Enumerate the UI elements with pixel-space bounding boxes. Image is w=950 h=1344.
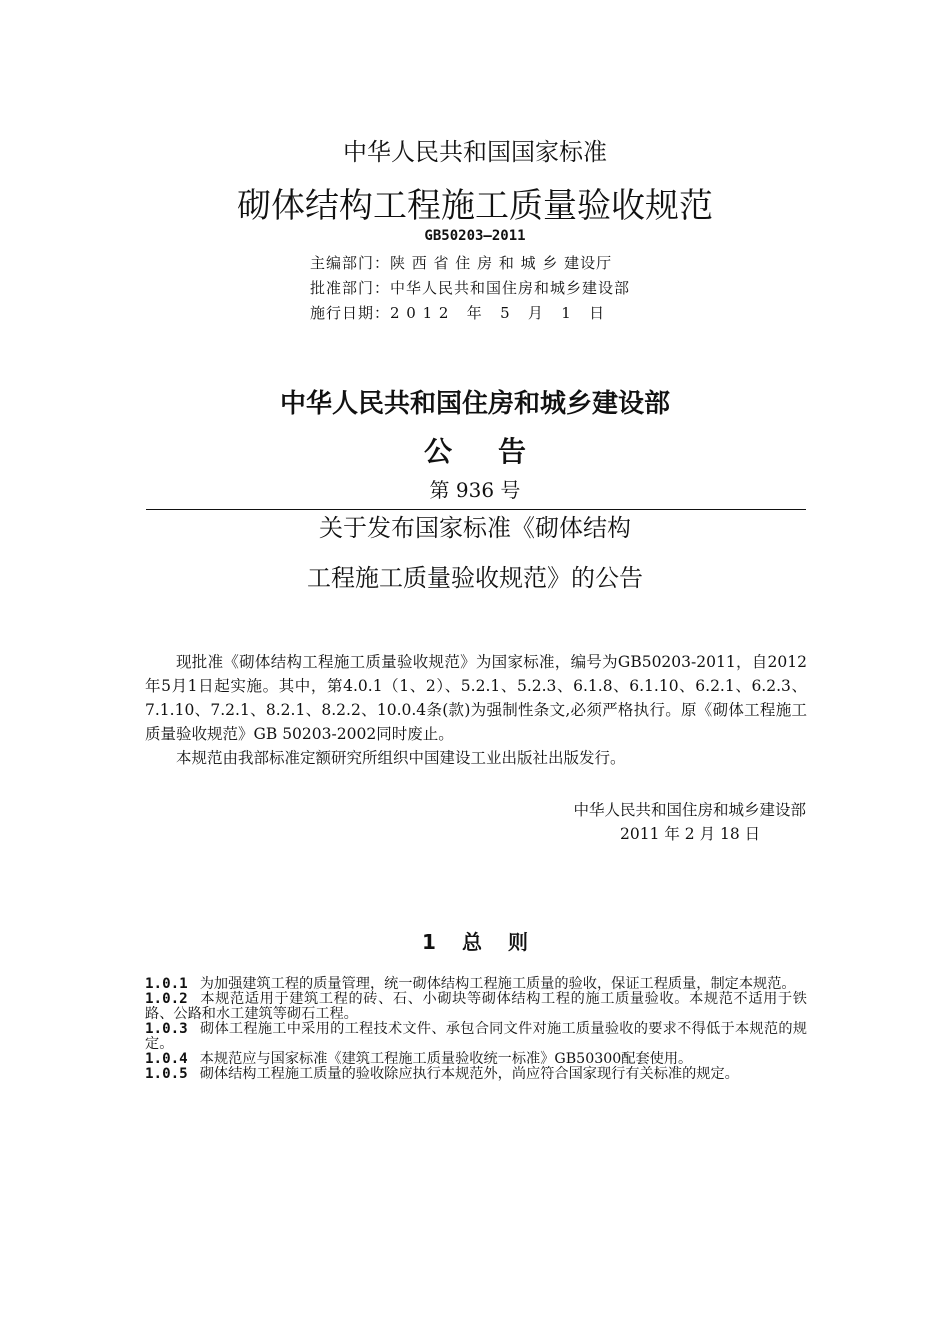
notice-signer: 中华人民共和国住房和城乡建设部	[573, 801, 806, 819]
notice-title-line-1: 关于发布国家标准《砌体结构	[319, 514, 631, 542]
standard-code: GB50203—2011	[424, 228, 526, 244]
notice-number: 第 936 号	[429, 478, 521, 502]
ministry-heading: 中华人民共和国住房和城乡建设部	[279, 389, 670, 419]
approver-department: 批准部门：中华人民共和国住房和城乡建设部	[310, 279, 631, 297]
editor-department: 主编部门：陕 西 省 住 房 和 城 乡 建设厅	[310, 254, 613, 272]
effective-date: 施行日期：2 0 1 2 年 5 月 1 日	[310, 304, 606, 322]
notice-label: 公告	[423, 435, 572, 468]
standard-name: 中华人民共和国国家标准	[343, 138, 607, 166]
clause-item	[145, 992, 807, 1022]
chapter-title-char: 总	[461, 930, 482, 954]
clause-number: 1.0.3	[145, 1021, 188, 1037]
clause-item	[145, 1022, 807, 1052]
clause-number: 1.0.5	[145, 1066, 188, 1082]
clause-number: 1.0.2	[145, 991, 188, 1007]
clause-item	[145, 1067, 807, 1082]
clause-text: 本规范应与国家标准《建筑工程施工质量验收统一标准》GB50300配套使用。	[199, 1051, 693, 1067]
clause-list	[145, 977, 807, 1082]
chapter-heading	[0, 926, 950, 955]
document-title: 砌体结构工程施工质量验收规范	[237, 186, 713, 226]
notice-paragraph: 现批准《砌体结构工程施工质量验收规范》为国家标准，编号为GB50203-2011，自2012年5月1日起实施。其中，第4.0.1（1、2）、5.2.1、5.2.3、6.1.8、6.1.10、6.2.1、6.2.3、7.1.10、7.2.1、8.2.1、8.2.2、10.0.4条(款)为强制性条文,必须严格执行。原《砌体工程施工质量验收规范》GB 50203-2002同时废止。	[145, 653, 807, 743]
notice-title-line-2: 工程施工质量验收规范》的公告	[307, 564, 643, 592]
clause-item	[145, 1052, 807, 1067]
chapter-number: 1	[422, 930, 436, 954]
clause-text: 砌体结构工程施工质量的验收除应执行本规范外，尚应符合国家现行有关标准的规定。	[199, 1066, 739, 1082]
notice-body	[145, 650, 807, 770]
clause-number: 1.0.4	[145, 1051, 188, 1067]
clause-text: 为加强建筑工程的质量管理，统一砌体结构工程施工质量的验收，保证工程质量，制定本规范。	[199, 976, 796, 992]
notice-date: 2011 年 2 月 18 日	[620, 825, 761, 843]
clause-text: 砌体工程施工中采用的工程技术文件、承包合同文件对施工质量验收的要求不得低于本规范的规定。	[145, 1021, 807, 1052]
clause-text: 本规范适用于建筑工程的砖、石、小砌块等砌体结构工程的施工质量验收。本规范不适用于铁路、公路和水工建筑等砌石工程。	[145, 991, 807, 1022]
clause-item	[145, 977, 807, 992]
clause-number: 1.0.1	[145, 976, 188, 992]
chapter-title-char: 则	[507, 930, 528, 954]
notice-paragraph: 本规范由我部标准定额研究所组织中国建设工业出版社出版发行。	[176, 749, 626, 767]
